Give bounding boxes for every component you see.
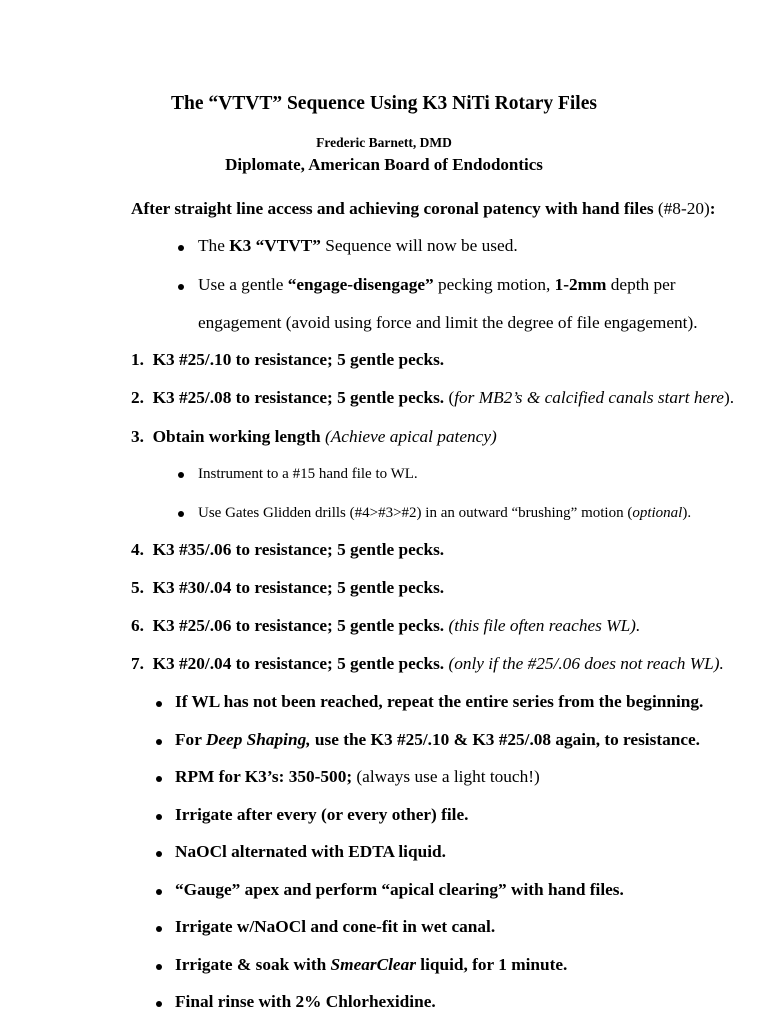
author-affiliation: Diplomate, American Board of Endodontics <box>225 155 543 174</box>
intro-line: After straight line access and achieving coronal patency with hand files (#8-20): <box>131 199 716 218</box>
bullet-marker <box>178 245 184 251</box>
bullet-marker <box>156 776 162 782</box>
step-7: 7. K3 #20/.04 to resistance; 5 gentle pecks. (only if the #25/.06 does not reach WL). <box>131 654 724 673</box>
bullet-marker <box>156 889 162 895</box>
bullet-marker-hidden <box>156 1001 162 1007</box>
bullet-marker <box>156 964 162 970</box>
document-title: The “VTVT” Sequence Using K3 NiTi Rotary Files <box>171 93 597 114</box>
bullet-marker <box>178 472 184 478</box>
bullet-marker <box>156 851 162 857</box>
final-bullet: If WL has not been reached, repeat the entire series from the beginning. <box>175 692 704 711</box>
bullet-marker <box>178 284 184 290</box>
bullet-marker <box>178 511 184 517</box>
intro-bullet: Use a gentle “engage-disengage” pecking motion, 1-2mm depth per <box>198 275 676 294</box>
final-bullet: “Gauge” apex and perform “apical clearing” with hand files. <box>175 879 624 899</box>
step-6: 6. K3 #25/.06 to resistance; 5 gentle pecks. (this file often reaches WL). <box>131 616 641 635</box>
step-5: 5. K3 #30/.04 to resistance; 5 gentle pecks. <box>131 578 445 597</box>
final-bullet: Irrigate after every (or every other) file. <box>175 804 469 824</box>
final-bullet: Irrigate & soak with SmearClear liquid, for 1 minute. <box>175 954 568 974</box>
bullet-marker <box>156 926 162 932</box>
step-1: 1. K3 #25/.10 to resistance; 5 gentle pecks. <box>131 350 445 369</box>
step-2: 2. K3 #25/.08 to resistance; 5 gentle pecks. (for MB2’s & calcified canals start here). <box>131 388 735 407</box>
final-bullet: For Deep Shaping, use the K3 #25/.10 & K3 #25/.08 again, to resistance. <box>175 729 700 749</box>
step-4: 4. K3 #35/.06 to resistance; 5 gentle pecks. <box>131 540 445 559</box>
bullet-marker <box>156 739 162 745</box>
final-bullet: Irrigate w/NaOCl and cone-fit in wet canal. <box>175 917 496 936</box>
intro-bullet: The K3 “VTVT” Sequence will now be used. <box>198 236 518 255</box>
final-bullet: RPM for K3’s: 350-500; (always use a light touch!) <box>175 767 540 786</box>
final-bullet-last: Final rinse with 2% Chlorhexidine. <box>175 992 436 1011</box>
step3-bullet: Instrument to a #15 hand file to WL. <box>198 466 418 482</box>
author-name: Frederic Barnett, DMD <box>316 135 452 150</box>
bullet-marker <box>156 814 162 820</box>
final-bullet: NaOCl alternated with EDTA liquid. <box>175 842 446 861</box>
intro-bullet-continuation: engagement (avoid using force and limit the degree of file engagement). <box>198 313 698 332</box>
bullet-marker <box>156 701 162 707</box>
step3-bullet: Use Gates Glidden drills (#4>#3>#2) in an outward “brushing” motion (optional). <box>198 505 692 521</box>
step-3: 3. Obtain working length (Achieve apical patency) <box>131 427 497 446</box>
